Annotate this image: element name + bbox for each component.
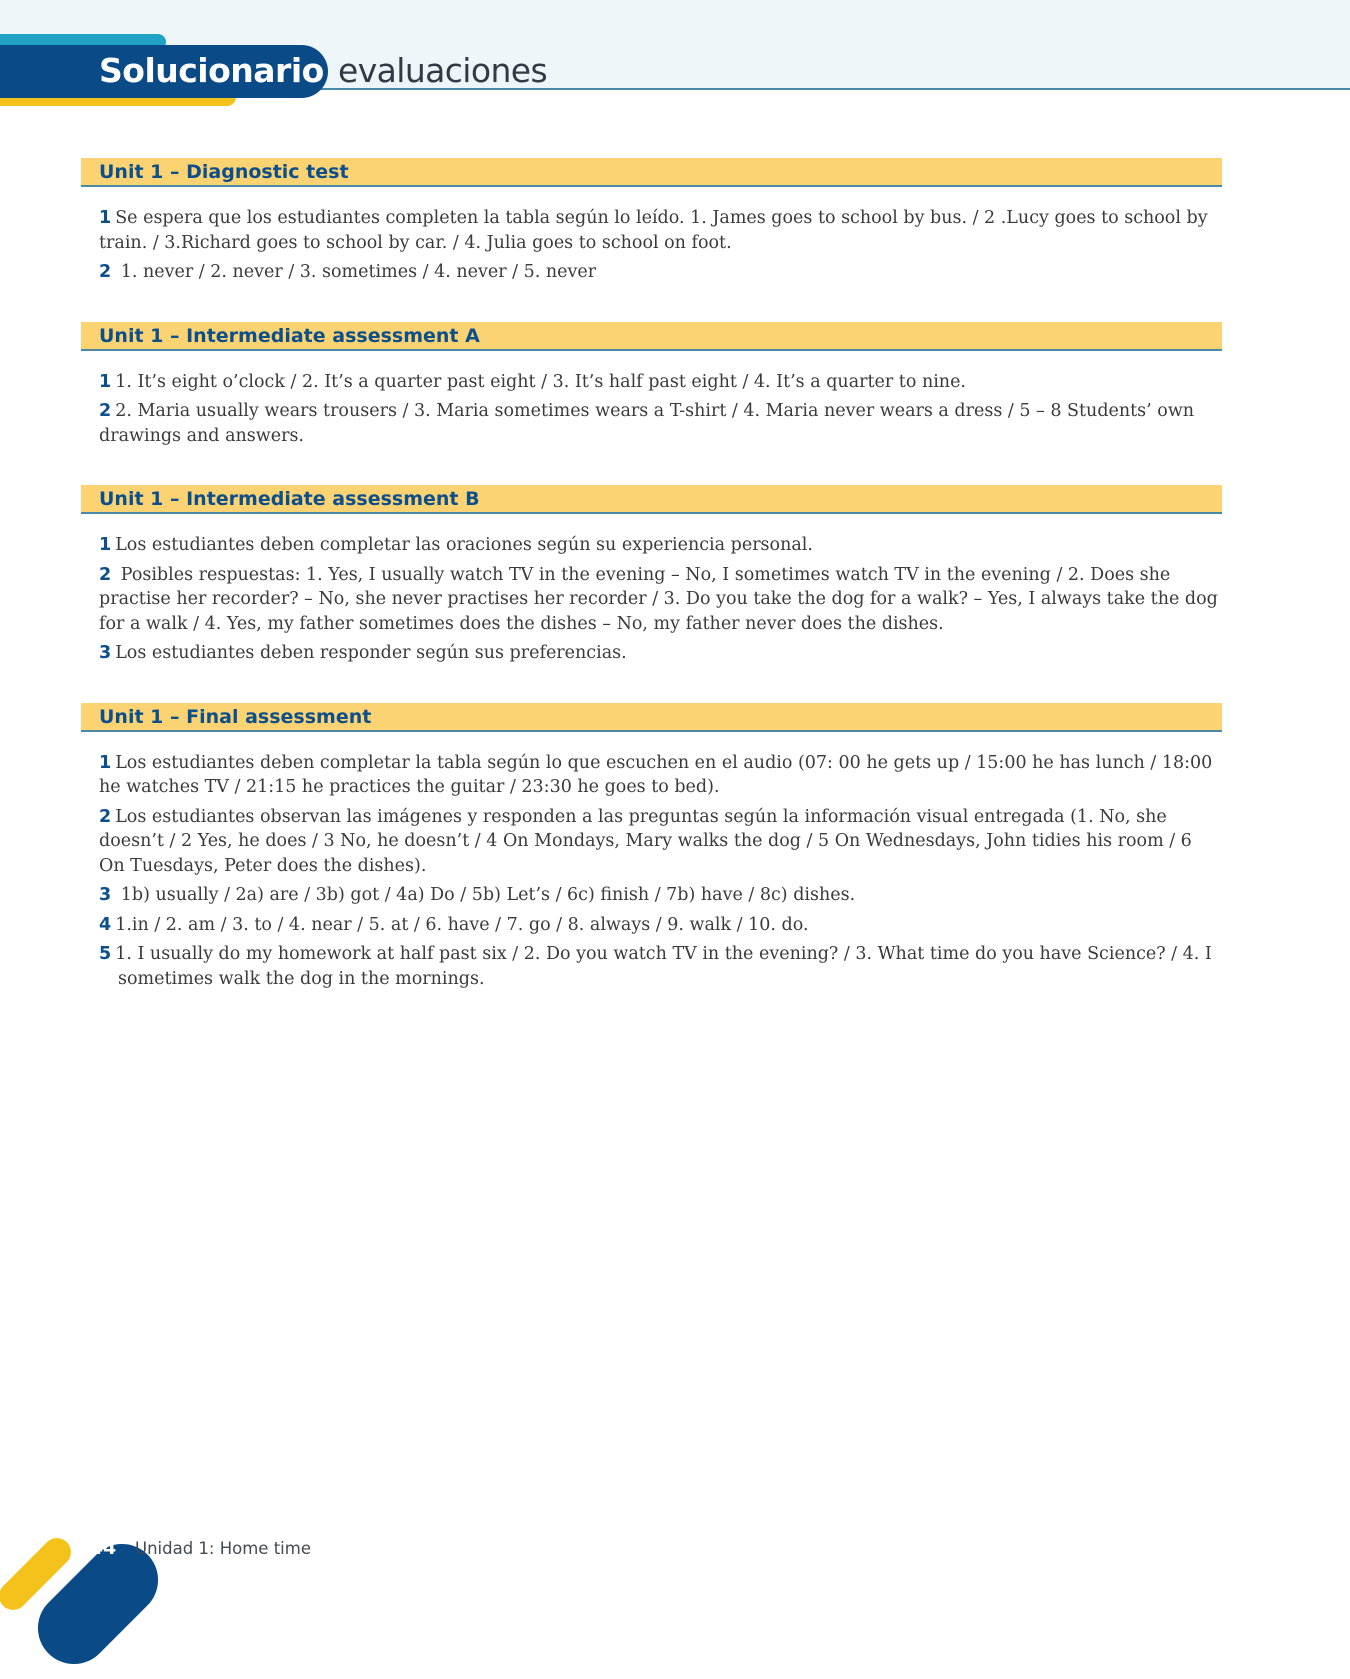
item-text: Posibles respuestas: 1. Yes, I usually watch TV in the evening – No, I sometimes watch TV in the evening / 2. Does she practise her recorder? – No, she never practises her recorder / 3. Do you take the dog for a walk? – Yes, I always take the dog for a walk / 4. Yes, my father sometimes does the dishes – No, my father never does the dishes. <box>99 564 1218 634</box>
item-number: 2 <box>99 262 112 282</box>
answer-item <box>81 206 1222 255</box>
item-text: 1. I usually do my homework at half past six / 2. Do you watch TV in the evening? / 3. What time do you have Science? / 4. I sometimes walk the dog in the mornings. <box>115 944 1212 989</box>
item-number: 1 <box>99 208 112 228</box>
answer-item <box>81 883 1222 908</box>
item-text: 1.in / 2. am / 3. to / 4. near / 5. at / 6. have / 7. go / 8. always / 9. walk / 10. do. <box>115 914 809 935</box>
item-number: 1 <box>99 535 112 555</box>
item-text: Los estudiantes observan las imágenes y responden a las preguntas según la información visual entregada (1. No, she doesn’t / 2 Yes, he does / 3 No, he doesn’t / 4 On Mondays, Mary walks the dog / 5 On Wednesdays, John tidies his room / 6 On Tuesdays, Peter does the dishes). <box>99 806 1192 876</box>
item-text: 1b) usually / 2a) are / 3b) got / 4a) Do / 5b) Let’s / 6c) finish / 7b) have / 8c) dishes. <box>115 885 856 905</box>
item-number: 2 <box>99 564 112 585</box>
page-number: 44 <box>89 1537 117 1559</box>
item-text: Se espera que los estudiantes completen la tabla según lo leído. 1. James goes to school by bus. / 2 .Lucy goes to school by train. / 3.Richard goes to school by car. / 4. Julia goes to school on foot. <box>99 208 1208 253</box>
page-subtitle: evaluaciones <box>338 51 548 90</box>
item-text: 1. It’s eight o’clock / 2. It’s a quarter past eight / 3. It’s half past eight / 4. It’s a quarter to nine. <box>115 371 966 392</box>
section-title: Unit 1 – Diagnostic test <box>81 158 1222 187</box>
item-number: 3 <box>99 885 112 905</box>
item-number: 2 <box>99 806 112 827</box>
answer-item <box>81 563 1222 637</box>
answer-item <box>81 641 1222 666</box>
section-title: Unit 1 – Intermediate assessment A <box>81 322 1222 351</box>
item-text: 2. Maria usually wears trousers / 3. Maria sometimes wears a T-shirt / 4. Maria never wears a dress / 5 – 8 Students’ own drawings and answers. <box>99 401 1195 446</box>
section-final-assessment <box>81 703 1222 992</box>
section-diagnostic-test <box>81 158 1222 285</box>
answer-item <box>81 805 1222 879</box>
item-number: 2 <box>99 401 112 421</box>
item-number: 1 <box>99 371 112 392</box>
item-number: 3 <box>99 643 112 663</box>
item-text: Los estudiantes deben completar la tabla según lo que escuchen en el audio (07: 00 he gets up / 15:00 he has lunch / 18:00 he watches TV / 21:15 he practices the guitar / 23:30 he goes to bed). <box>99 752 1213 797</box>
item-text: Los estudiantes deben completar las oraciones según su experiencia personal. <box>115 535 813 555</box>
section-intermediate-b <box>81 485 1222 666</box>
answer-item <box>81 913 1222 938</box>
answer-item <box>81 399 1222 448</box>
answer-item <box>81 751 1222 800</box>
page-title: Solucionario <box>99 51 324 90</box>
answer-item <box>81 370 1222 395</box>
item-text: Los estudiantes deben responder según sus preferencias. <box>115 643 627 663</box>
answer-item <box>81 533 1222 558</box>
footer-unit-label: Unidad 1: Home time <box>135 1539 311 1558</box>
answer-item <box>81 942 1222 991</box>
answer-item <box>81 260 1222 285</box>
section-title: Unit 1 – Intermediate assessment B <box>81 485 1222 514</box>
section-title: Unit 1 – Final assessment <box>81 703 1222 732</box>
item-text: 1. never / 2. never / 3. sometimes / 4. never / 5. never <box>115 262 597 282</box>
item-number: 5 <box>99 944 112 964</box>
item-number: 1 <box>99 752 112 773</box>
item-number: 4 <box>99 914 112 935</box>
answer-key-content <box>81 158 1222 1028</box>
section-intermediate-a <box>81 322 1222 449</box>
